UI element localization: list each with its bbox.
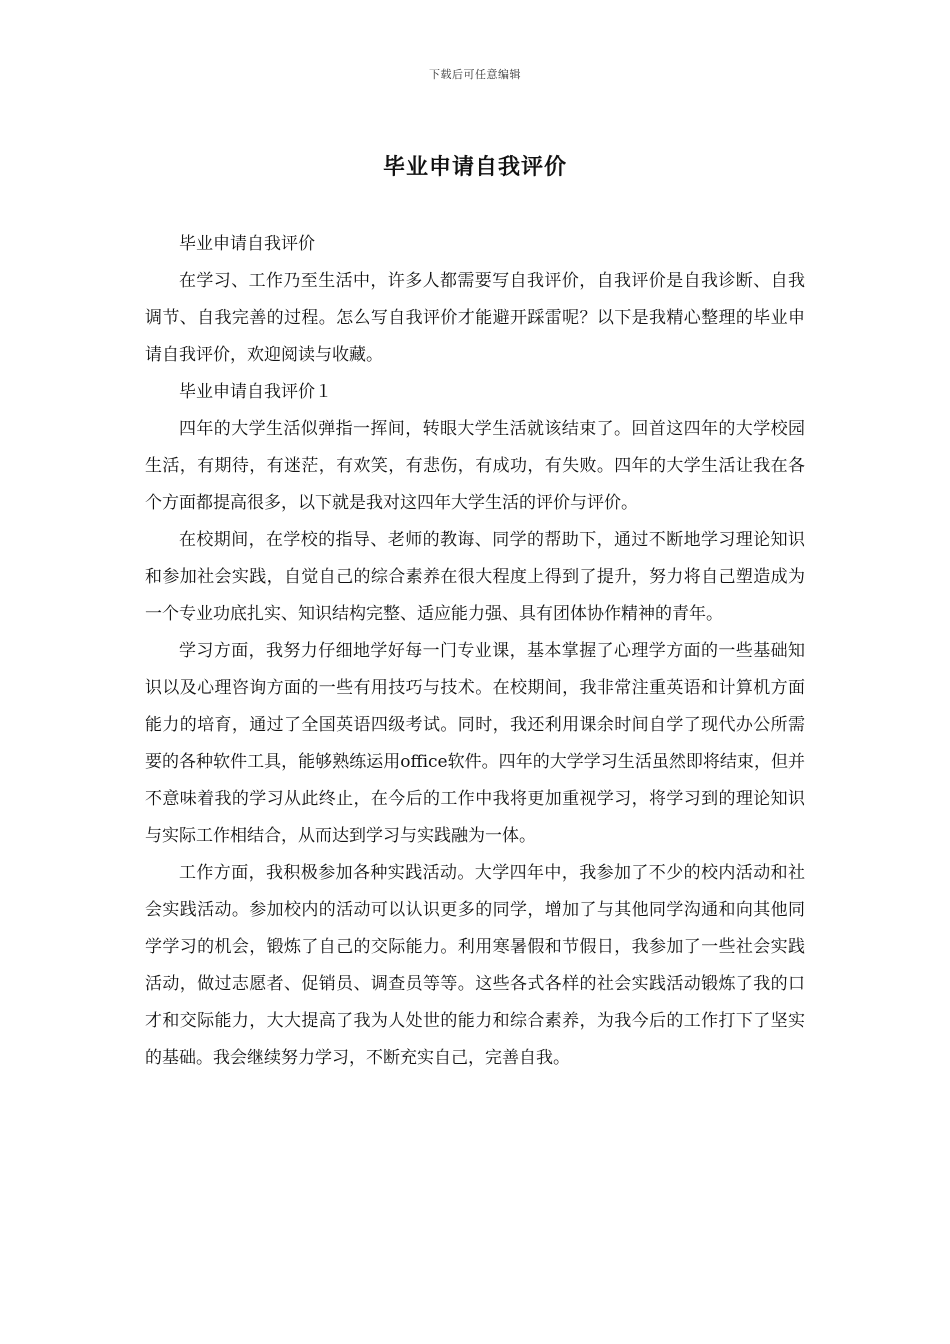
paragraph-section-heading: 毕业申请自我评价１ — [179, 382, 332, 402]
paragraph: 学习方面，我努力仔细地学好每一门专业课，基本掌握了心理学方面的一些基础知识以及心理咨询方面的一些有用技巧与技术。在校期间，我非常注重英语和计算机方面能力的培育，通过了全国英语四级考试。同时，我还利用课余时间自学了现代办公所需要的各种软件工具，能够熟练运用office软件。四年的大学学习生活虽然即将结束，但并不意味着我的学习从此终止，在今后的工作中我将更加重视学习，将学习到的理论知识与实际工作相结合，从而达到学习与实践融为一体。 — [145, 641, 805, 846]
paragraph-subtitle: 毕业申请自我评价 — [179, 234, 315, 254]
document-body — [145, 226, 805, 1077]
paragraph: 四年的大学生活似弹指一挥间，转眼大学生活就该结束了。回首这四年的大学校园生活，有期待，有迷茫，有欢笑，有悲伤，有成功，有失败。四年的大学生活让我在各个方面都提高很多，以下就是我对这四年大学生活的评价与评价。 — [145, 419, 805, 513]
paragraph-intro: 在学习、工作乃至生活中，许多人都需要写自我评价，自我评价是自我诊断、自我调节、自我完善的过程。怎么写自我评价才能避开踩雷呢？以下是我精心整理的毕业申请自我评价，欢迎阅读与收藏。 — [145, 271, 805, 365]
paragraph: 在校期间，在学校的指导、老师的教诲、同学的帮助下，通过不断地学习理论知识和参加社会实践，自觉自己的综合素养在很大程度上得到了提升，努力将自己塑造成为一个专业功底扎实、知识结构完整、适应能力强、具有团体协作精神的青年。 — [145, 530, 805, 624]
paragraph: 工作方面，我积极参加各种实践活动。大学四年中，我参加了不少的校内活动和社会实践活动。参加校内的活动可以认识更多的同学，增加了与其他同学沟通和向其他同学学习的机会，锻炼了自己的交际能力。利用寒暑假和节假日，我参加了一些社会实践活动，做过志愿者、促销员、调查员等等。这些各式各样的社会实践活动锻炼了我的口才和交际能力，大大提高了我为人处世的能力和综合素养，为我今后的工作打下了坚实的基础。我会继续努力学习，不断充实自己，完善自我。 — [145, 863, 805, 1068]
header-note: 下载后可任意编辑 — [429, 68, 521, 81]
document-title: 毕业申请自我评价 — [382, 155, 567, 180]
